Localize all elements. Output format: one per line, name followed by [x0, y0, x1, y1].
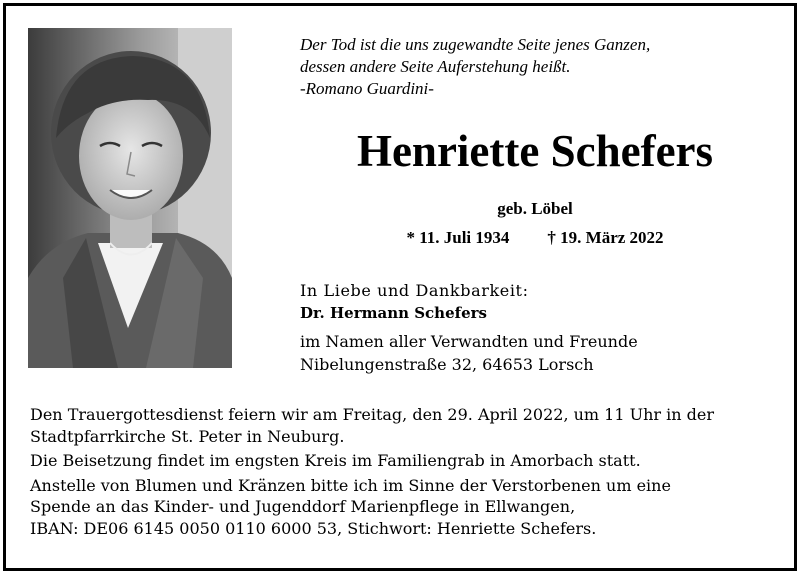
quote-author: -Romano Guardini- [300, 79, 434, 98]
mourners-details [300, 330, 638, 376]
burial-line: Die Beisetzung findet im engsten Kreis im Familiengrab in Amorbach statt. [30, 451, 641, 470]
on-behalf-line: im Namen aller Verwandten und Freunde [300, 332, 638, 351]
death-date: † 19. März 2022 [547, 228, 664, 247]
quote-line: Der Tod ist die uns zugewandte Seite jenes Ganzen, [300, 35, 651, 54]
donation-line: Spende an das Kinder- und Jugenddorf Marienpflege in Ellwangen, [30, 497, 576, 516]
mourners-intro: In Liebe und Dankbarkeit: [300, 281, 529, 300]
service-paragraph [30, 404, 790, 447]
quote-block [300, 34, 780, 100]
birth-name: geb. Löbel [497, 199, 573, 218]
birth-date: * 11. Juli 1934 [406, 228, 510, 247]
donation-paragraph [30, 475, 790, 540]
quote-line: dessen andere Seite Auferstehung heißt. [300, 57, 571, 76]
service-line: Den Trauergottesdienst feiern wir am Freitag, den 29. April 2022, um 11 Uhr in der [30, 405, 715, 424]
donation-line: IBAN: DE06 6145 0050 0110 6000 53, Stichwort: Henriette Schefers. [30, 518, 597, 538]
burial-paragraph [30, 450, 790, 472]
notice-text [30, 404, 790, 542]
address-line: Nibelungenstraße 32, 64653 Lorsch [300, 355, 594, 374]
portrait-photo [28, 28, 232, 368]
service-line: Stadtpfarrkirche St. Peter in Neuburg. [30, 426, 345, 446]
mourner-signer: Dr. Hermann Schefers [300, 304, 487, 322]
donation-line: Anstelle von Blumen und Kränzen bitte ich im Sinne der Verstorbenen um eine [30, 475, 671, 495]
portrait-illustration [28, 28, 232, 368]
life-dates [300, 227, 770, 249]
deceased-name: Henriette Schefers [356, 126, 714, 176]
